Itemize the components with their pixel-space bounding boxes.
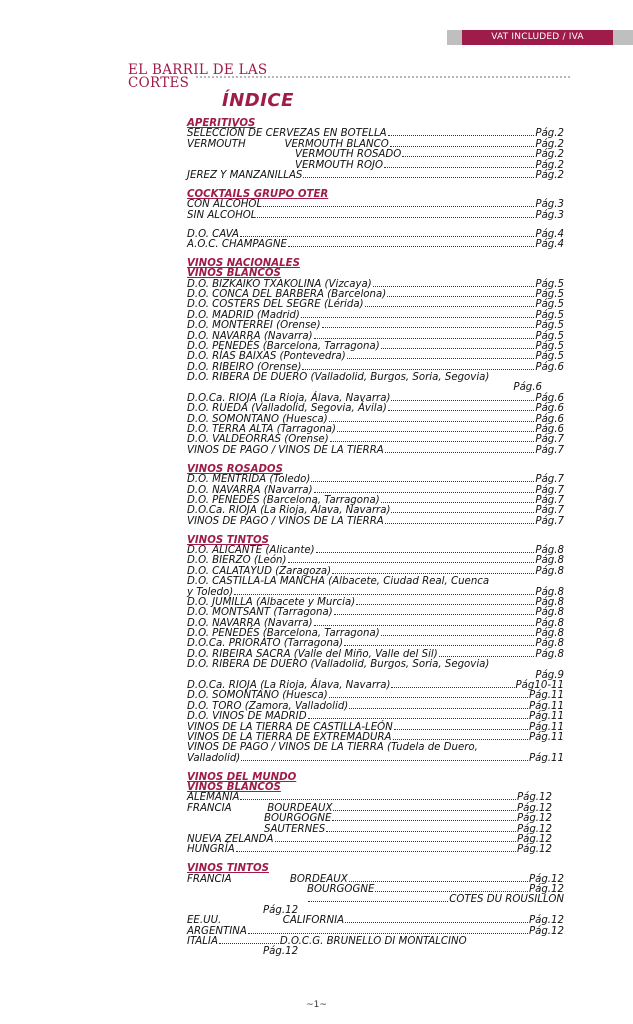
item-page: Pág.12	[516, 844, 552, 856]
dot-leader	[337, 431, 534, 432]
item-page: Pág.7	[535, 494, 564, 506]
dot-leader	[332, 573, 534, 574]
item-label: VINOS DE PAGO / VINOS DE LA TIERRA	[187, 444, 384, 456]
item-page: Pág.12	[516, 823, 552, 835]
subsection-title-blancos: VINOS BLANCOS	[187, 268, 281, 280]
list-item	[187, 845, 564, 855]
item-page: Pág.11	[528, 752, 564, 764]
list-item	[187, 947, 564, 957]
item-label: D.O. RIBEIRA SACRA (Valle del Miño, Valle del Sil)	[187, 648, 438, 660]
dot-leader	[344, 645, 534, 646]
item-label: D.O. PENEDÉS (Barcelona, Tarragona)	[187, 494, 380, 506]
item-label: D.O. MADRID (Madrid)	[187, 309, 300, 321]
vat-banner	[447, 30, 633, 45]
item-label: D.O. ALICANTE (Alicante)	[187, 544, 315, 556]
dot-leader	[240, 236, 534, 237]
item-page: Pág.8	[535, 565, 564, 577]
item-label: D.O. CALATAYUD (Zaragoza)	[187, 565, 332, 577]
list-item	[187, 937, 564, 947]
item-label: D.O. SOMONTANO (Huesca)	[187, 413, 328, 425]
item-page: Pág.11	[528, 721, 564, 733]
dot-leader	[333, 810, 515, 811]
dot-leader	[388, 410, 535, 411]
item-label: D.O. RÍAS BAIXAS (Pontevedra)	[187, 351, 346, 363]
item-page: Pág.2	[535, 169, 564, 181]
item-page: Pág.3	[535, 199, 564, 211]
item-label: D.O. NAVARRA (Navarra)	[187, 330, 313, 342]
item-label: D.O.C.G. BRUNELLO DI MONTALCINO	[279, 936, 467, 948]
dot-leader	[257, 217, 534, 218]
item-page: Pág.12	[263, 904, 299, 916]
item-page: Pág.4	[535, 228, 564, 240]
list-item	[187, 211, 564, 221]
dot-leader	[236, 851, 516, 852]
list-item	[187, 321, 564, 331]
item-label: BOURGOGNE	[264, 813, 332, 825]
item-page: Pág.8	[535, 617, 564, 629]
dot-leader	[330, 441, 535, 442]
item-page: Pág.11	[528, 711, 564, 723]
dot-leader	[356, 604, 534, 605]
item-label: VERMOUTH ROJO	[295, 159, 383, 171]
item-page: Pág.11	[528, 690, 564, 702]
item-page: Pág.8	[535, 648, 564, 660]
item-page: Pág.2	[535, 159, 564, 171]
item-label: D.O. TORO (Zamora, Valladolid)	[187, 700, 349, 712]
item-label: A.O.C. CHAMPAGNE	[187, 238, 287, 250]
item-page: Pág.6	[535, 361, 564, 373]
item-label: D.O. TERRA ALTA (Tarragona)	[187, 424, 336, 436]
list-item-ribera: D.O. RIBERA DE DUERO (Valladolid, Burgos, Soria, Segovia)	[187, 372, 490, 384]
dot-leader	[308, 901, 448, 902]
dot-leader	[349, 708, 528, 709]
item-label: D.O. NAVARRA (Navarra)	[187, 484, 313, 496]
item-page: Pág.7	[535, 505, 564, 517]
section-title-rosados: VINOS ROSADOS	[187, 463, 283, 475]
brand-line-2: CORTES	[128, 74, 190, 91]
item-label: FRANCIA BORDEAUX	[187, 873, 348, 885]
list-item-pago: VINOS DE PAGO / VINOS DE LA TIERRA (Tudela de Duero,	[187, 742, 478, 754]
item-label: D.O. NAVARRA (Navarra)	[187, 617, 313, 629]
item-page: Pág.5	[535, 320, 564, 332]
page-title: ÍNDICE	[222, 90, 294, 111]
item-label: CON ALCOHOL	[187, 199, 263, 211]
item-label: FRANCIA BOURDEAUX	[187, 802, 333, 814]
dot-leader	[240, 799, 516, 800]
dot-leader	[219, 943, 279, 944]
item-label: VINOS DE LA TIERRA DE CASTILLA-LEÓN	[187, 721, 393, 733]
item-label: D.O. BIZKAIKO TXAKOLINA (Vizcaya)	[187, 278, 372, 290]
item-label: D.O. MONTSANT (Tarragona)	[187, 607, 333, 619]
item-label: ARGENTINA	[187, 925, 247, 937]
item-page: Pág.5	[535, 299, 564, 311]
item-page: Pág.8	[535, 607, 564, 619]
list-item	[187, 875, 564, 885]
item-label: D.O. JUMILLA (Albacete y Murcia)	[187, 596, 356, 608]
dot-leader	[349, 881, 528, 882]
dot-leader	[402, 156, 534, 157]
dot-leader	[393, 739, 528, 740]
dot-leader	[248, 933, 528, 934]
item-page: Pág.6	[535, 403, 564, 415]
brand-line-1: EL BARRIL DE LAS	[128, 62, 268, 78]
item-label: D.O. VALDEORRAS (Orense)	[187, 434, 329, 446]
dot-leader	[385, 452, 535, 453]
dot-leader	[322, 327, 535, 328]
item-page: Pág.2	[535, 149, 564, 161]
item-label: D.O. CAVA	[187, 228, 239, 240]
list-item-pago-cont	[187, 754, 564, 764]
item-page: Pág.12	[528, 884, 564, 896]
list-item	[187, 171, 564, 181]
dot-leader	[302, 369, 534, 370]
section-title-tintos-mundo: VINOS TINTOS	[187, 863, 269, 875]
item-page: Pág.6	[535, 413, 564, 425]
item-label: VINOS DE LA TIERRA DE EXTREMADURA	[187, 731, 392, 743]
dot-leader	[381, 502, 535, 503]
dot-leader	[329, 697, 528, 698]
item-page: Pág.3	[535, 209, 564, 221]
item-label: JEREZ Y MANZANILLAS	[187, 169, 303, 181]
item-page: Pág.8	[535, 628, 564, 640]
vat-label: VAT INCLUDED / IVA	[462, 30, 613, 45]
item-page: Pág.6	[513, 382, 542, 394]
section-title-mundo: VINOS DEL MUNDO	[187, 771, 297, 783]
list-item	[187, 475, 564, 485]
item-label: HUNGRÍA	[187, 844, 235, 856]
list-item	[187, 835, 564, 845]
item-label: D.O.Ca. PRIORATO (Tarragona)	[187, 638, 344, 650]
dot-leader	[241, 760, 528, 761]
item-page: Pág.2	[535, 128, 564, 140]
subsection-title-blancos: VINOS BLANCOS	[187, 782, 281, 794]
section-title-nacionales: VINOS NACIONALES	[187, 257, 300, 269]
item-label: D.O. RUEDA (Valladolid, Segovia, Ávila)	[187, 403, 387, 415]
item-label: SIN ALCOHOL	[187, 209, 257, 221]
item-page: Pág.9	[535, 669, 564, 681]
item-page: Pág.7	[535, 434, 564, 446]
item-label: D.O. MONTERREI (Orense)	[187, 320, 321, 332]
dot-leader	[301, 317, 535, 318]
dot-leader	[275, 841, 516, 842]
dot-leader	[385, 523, 535, 524]
dot-leader	[234, 594, 534, 595]
dot-leader	[288, 246, 535, 247]
dot-leader	[391, 687, 514, 688]
item-label: D.O. MENTRIDA (Toledo)	[187, 474, 311, 486]
item-page: Pág.6	[535, 392, 564, 404]
section-title-cocktails: COCKTAILS GRUPO OTER	[187, 188, 329, 200]
item-label: VERMOUTH ROSADO	[295, 149, 402, 161]
item-page: Pág.11	[528, 731, 564, 743]
item-page: Pág.5	[535, 340, 564, 352]
dot-leader	[347, 358, 535, 359]
item-label: D.O. RIBEIRO (Orense)	[187, 361, 302, 373]
item-page: Pág.4	[535, 238, 564, 250]
dot-leader	[329, 421, 535, 422]
item-page: Pág.7	[535, 484, 564, 496]
dot-leader	[387, 296, 534, 297]
item-page: Pág.12	[528, 873, 564, 885]
brand-logo	[128, 64, 570, 89]
dot-leader	[314, 338, 535, 339]
item-label: VERMOUTH VERMOUTH BLANCO	[187, 138, 389, 150]
list-item	[187, 814, 564, 824]
list-item	[187, 804, 564, 814]
dot-leader	[316, 552, 535, 553]
list-item	[187, 895, 564, 905]
item-page: Pág.11	[528, 700, 564, 712]
item-label: VINOS DE PAGO / VINOS DE LA TIERRA	[187, 515, 384, 527]
dot-leader	[365, 306, 535, 307]
page-number: ~1~	[306, 1000, 327, 1010]
item-label: D.O. COSTERS DEL SEGRE (Lérida)	[187, 299, 364, 311]
item-page: Pág.5	[535, 351, 564, 363]
section-title-aperitivos: APERITIVOS	[187, 118, 256, 129]
item-label: ITALIA	[187, 936, 218, 948]
dot-leader	[332, 820, 516, 821]
list-item	[187, 517, 564, 527]
item-page: Pág.7	[535, 444, 564, 456]
dot-leader	[375, 891, 528, 892]
item-page: Pág.8	[535, 586, 564, 598]
index-list	[187, 119, 564, 958]
item-label: Valladolid)	[187, 752, 241, 764]
list-item	[187, 446, 564, 456]
section-title-tintos: VINOS TINTOS	[187, 534, 269, 546]
item-label: D.O. PENEDÉS (Barcelona, Tarragona)	[187, 340, 380, 352]
item-label: EE.UU. CALIFORNIA	[187, 915, 345, 927]
dot-leader	[288, 562, 535, 563]
item-page: Pág.8	[535, 555, 564, 567]
item-page: Pág.12	[528, 915, 564, 927]
dot-leader	[381, 635, 535, 636]
item-label: D.O.Ca. RIOJA (La Rioja, Álava, Navarra)	[187, 392, 391, 404]
dot-leader	[308, 718, 528, 719]
list-item	[187, 150, 564, 160]
item-page: Pág.2	[535, 138, 564, 150]
dot-leader	[263, 206, 534, 207]
item-page: Pág.12	[516, 792, 552, 804]
dot-leader	[391, 512, 534, 513]
item-page: Pág.8	[535, 544, 564, 556]
item-page: Pág.5	[535, 278, 564, 290]
item-page: Pág.7	[535, 474, 564, 486]
list-item-ribera: D.O. RIBERA DE DUERO (Valladolid, Burgos, Soria, Segovia)	[187, 659, 490, 671]
item-label: D.O. SOMONTANO (Huesca)	[187, 690, 328, 702]
item-label: SAUTERNES	[264, 823, 326, 835]
item-label: D.O. PENEDÉS (Barcelona, Tarragona)	[187, 628, 380, 640]
item-page: Pág10-11	[515, 680, 564, 692]
item-page: Pág.6	[535, 424, 564, 436]
item-page: Pág.8	[535, 596, 564, 608]
item-label: D.O. BIERZO (León)	[187, 555, 287, 567]
dot-leader	[314, 625, 535, 626]
dot-leader	[314, 492, 535, 493]
item-page: Pág.12	[516, 813, 552, 825]
item-page: Pág.12	[516, 802, 552, 814]
dot-leader	[311, 481, 534, 482]
brand-divider	[196, 76, 570, 78]
dot-leader	[326, 831, 516, 832]
item-label: NUEVA ZELANDA	[187, 834, 274, 845]
dot-leader	[373, 286, 535, 287]
item-label: D.O.Ca. RIOJA (La Rioja, Álava, Navarra)	[187, 680, 391, 692]
item-label: ALEMANIA	[187, 792, 240, 804]
item-page: Pág.8	[535, 638, 564, 650]
dot-leader	[390, 146, 535, 147]
list-item	[187, 240, 564, 250]
dot-leader	[345, 922, 528, 923]
item-page: Pág.12	[528, 925, 564, 937]
item-page: Pág.5	[535, 309, 564, 321]
dot-leader	[388, 135, 535, 136]
dot-leader	[381, 348, 535, 349]
item-label: BOURGOGNE	[307, 884, 375, 896]
item-page: Pág.12	[516, 834, 552, 845]
dot-leader	[334, 614, 535, 615]
item-label: D.O.Ca. RIOJA (La Rioja, Álava, Navarra)	[187, 505, 391, 517]
dot-leader	[439, 656, 535, 657]
dot-leader	[391, 400, 534, 401]
item-label: D.O. CONCA DEL BARBERA (Barcelona)	[187, 288, 387, 300]
item-label: D.O. VINOS DE MADRID	[187, 711, 307, 723]
item-label: SELECCIÓN DE CERVEZAS EN BOTELLA	[187, 128, 387, 140]
item-page: Pág.7	[535, 515, 564, 527]
dot-leader	[394, 729, 528, 730]
item-page: Pág.12	[263, 946, 299, 958]
list-item-castilla: D.O. CASTILLA-LA MANCHA (Albacete, Ciudad Real, Cuenca	[187, 576, 490, 588]
dot-leader	[384, 167, 534, 168]
item-page: Pág.5	[535, 330, 564, 342]
item-label: COTES DU ROUSILLON	[449, 894, 564, 906]
item-page: Pág.5	[535, 288, 564, 300]
dot-leader	[303, 177, 534, 178]
item-label: y Toledo)	[187, 586, 234, 598]
